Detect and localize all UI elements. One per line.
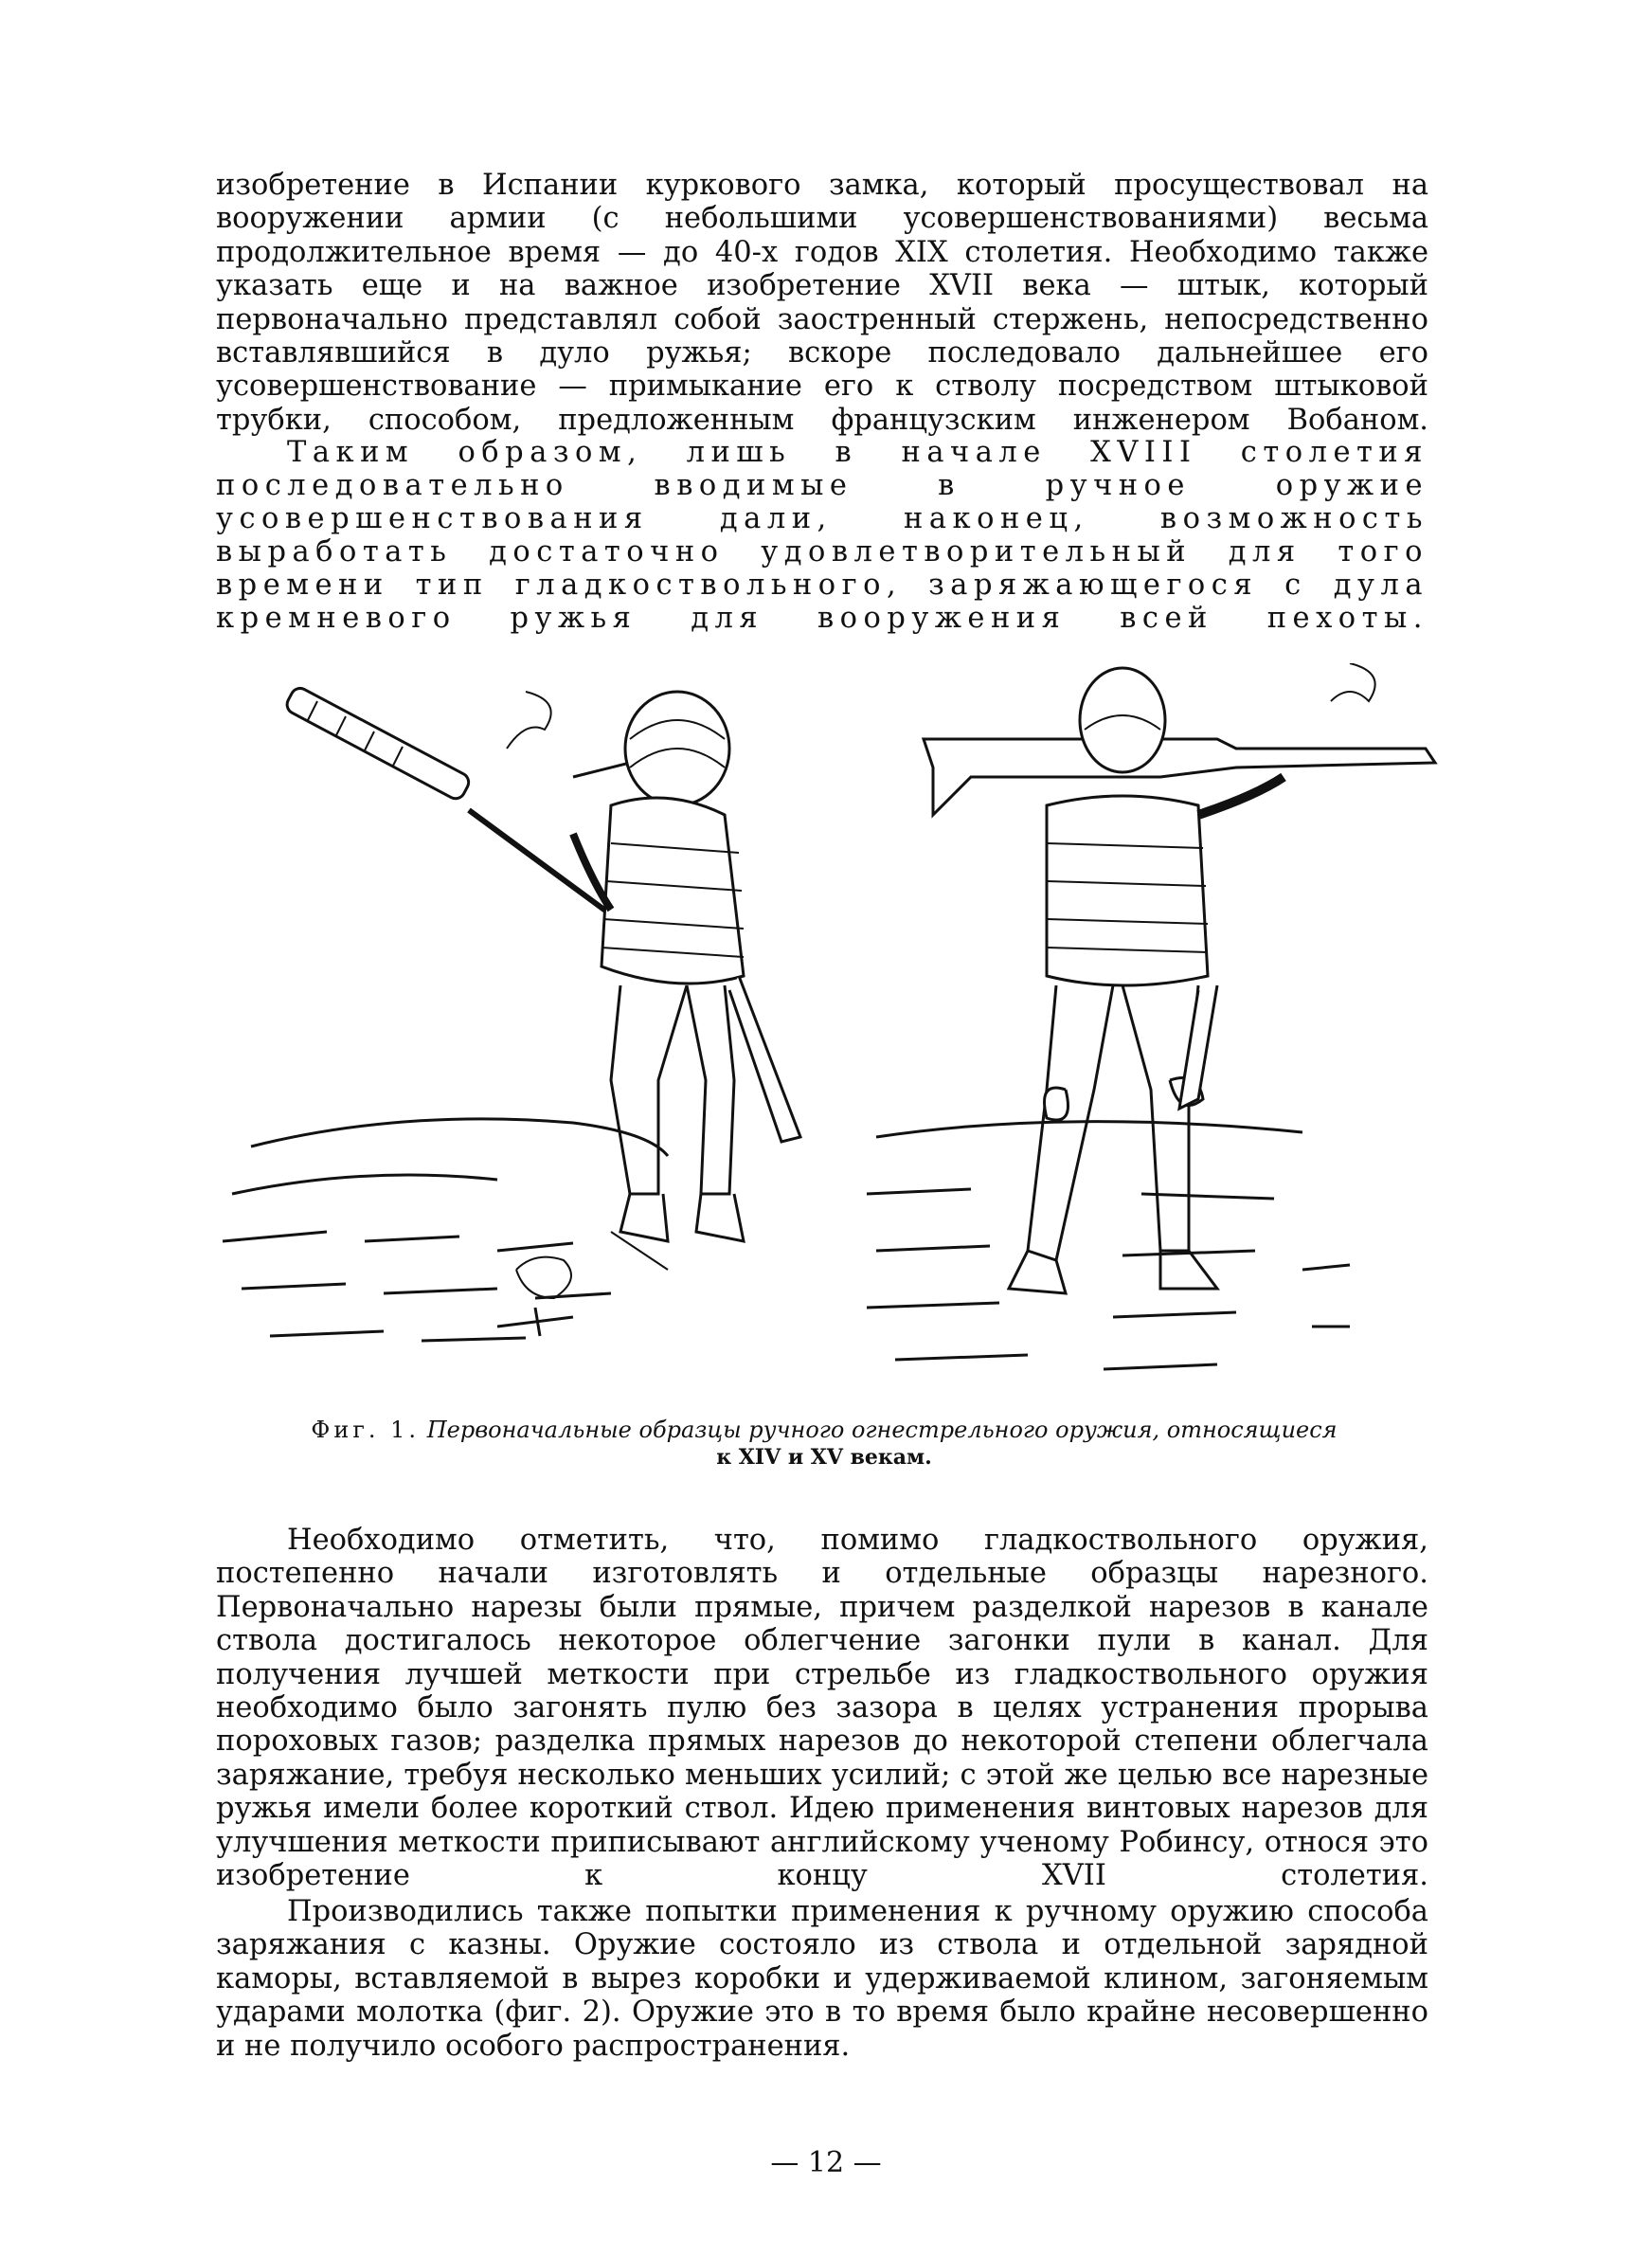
ground-hatching-left bbox=[223, 1119, 668, 1341]
caption-line-1: Первоначальные образцы ручного огнестрельного оружия, относящиеся bbox=[426, 1417, 1338, 1443]
page-number: — 12 — bbox=[770, 2146, 882, 2179]
paragraph-2: Таким образом, лишь в начале XVIII столетия последовательно вводимые в ручное оружие усовершенствования дали, наконец, возможность выработать достаточно удовлетворительный для того времени тип гладкоствольного, заряжающегося с дула кремневого ружья для вооружения всей пехоты. bbox=[216, 436, 1428, 635]
ground-hatching-right bbox=[867, 1122, 1302, 1369]
caption-line-2: к XIV и XV векам. bbox=[716, 1445, 932, 1470]
paragraph-4: Производились также попытки применения к ручному оружию способа заряжания с казны. Оружие состояло из ствола и отдельной зарядной каморы, вставляемой в вырез коробки и удерживаемой клином, загоняемым ударами молотка (фиг. 2). Оружие это в то время было крайне несовершенно и не получило особого распространения. bbox=[216, 1895, 1428, 2063]
left-soldier-figure bbox=[284, 685, 800, 1336]
figure-1-illustration bbox=[213, 663, 1445, 1412]
right-soldier-figure bbox=[924, 663, 1435, 1327]
paragraph-3: Необходимо отметить, что, помимо гладкоствольного оружия, постепенно начали изготовлять и отдельные образцы нарезного. Первоначально нарезы были прямые, причем разделкой нарезов в канале ствола достигалось некоторое облегчение загонки пули в канал. Для получения лучшей меткости при стрельбе из гладкоствольного оружия необходимо было загонять пулю без зазора в целях устранения прорыва пороховых газов; разделка прямых нарезов до некоторой степени облегчала заряжание, требуя несколько меньших усилий; с этой же целью все нарезные ружья имели более короткий ствол. Идею применения винтовых нарезов для улучшения меткости приписывают английскому ученому Робинсу, относя это изобретение к концу XVII столетия. bbox=[216, 1524, 1428, 1893]
figure-caption bbox=[265, 1417, 1383, 1472]
paragraph-1: изобретение в Испании куркового замка, который просуществовал на вооружении армии (с небольшими усовершенствованиями) весьма продолжительное время — до 40-х годов XIX столетия. Необходимо также указать еще и на важное изобретение XVII века — штык, который первоначально представлял собой заостренный стержень, непосредственно вставлявшийся в дуло ружья; вскоре последовало дальнейшее его усовершенствование — примыкание его к стволу посредством штыковой трубки, способом, предложенным французским инженером Вобаном. bbox=[216, 169, 1428, 437]
figure-label: Фиг. 1. bbox=[311, 1417, 421, 1443]
